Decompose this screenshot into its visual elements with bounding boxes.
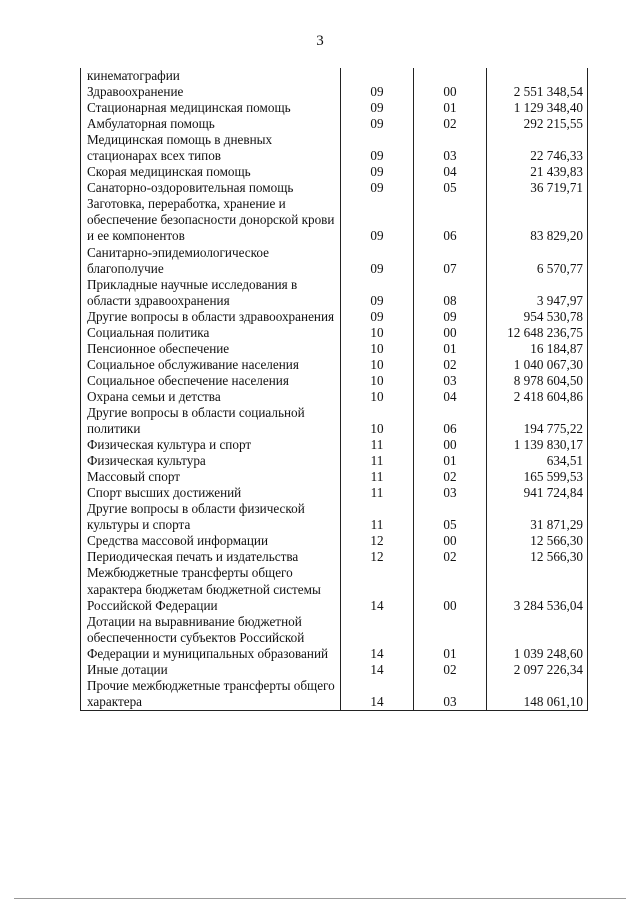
row-section: 11 (341, 437, 414, 453)
row-subsection: 02 (414, 662, 487, 678)
table-row (81, 341, 588, 357)
row-amount: 2 418 604,86 (487, 389, 588, 405)
row-subsection: 01 (414, 341, 487, 357)
row-name: Другие вопросы в области физической культуры и спорта (81, 501, 341, 533)
row-section: 09 (341, 180, 414, 196)
row-section: 10 (341, 373, 414, 389)
row-amount: 634,51 (487, 453, 588, 469)
row-amount: 2 097 226,34 (487, 662, 588, 678)
row-amount: 941 724,84 (487, 485, 588, 501)
table-row (81, 389, 588, 405)
table-row (81, 309, 588, 325)
table-row (81, 100, 588, 116)
row-section: 09 (341, 196, 414, 244)
table-row (81, 164, 588, 180)
table-row (81, 116, 588, 132)
page-number: 3 (316, 33, 324, 49)
row-subsection: 01 (414, 100, 487, 116)
row-section: 12 (341, 533, 414, 549)
table-row (81, 485, 588, 501)
row-amount: 2 551 348,54 (487, 84, 588, 100)
row-amount: 3 284 536,04 (487, 565, 588, 613)
row-name: Межбюджетные трансферты общего характера бюджетам бюджетной системы Российской Федерации (81, 565, 341, 613)
table-row (81, 132, 588, 164)
table-body (81, 68, 588, 710)
row-subsection: 00 (414, 437, 487, 453)
row-subsection: 01 (414, 453, 487, 469)
row-amount: 22 746,33 (487, 132, 588, 164)
row-amount: 1 039 248,60 (487, 614, 588, 662)
table-row (81, 662, 588, 678)
row-amount: 16 184,87 (487, 341, 588, 357)
table-row (81, 245, 588, 277)
row-amount: 36 719,71 (487, 180, 588, 196)
row-section: 09 (341, 245, 414, 277)
table-row (81, 357, 588, 373)
row-subsection: 03 (414, 132, 487, 164)
row-amount: 8 978 604,50 (487, 373, 588, 389)
row-subsection: 01 (414, 614, 487, 662)
row-name: Скорая медицинская помощь (81, 164, 341, 180)
table-row (81, 453, 588, 469)
budget-table (80, 68, 588, 711)
row-amount: 1 040 067,30 (487, 357, 588, 373)
row-amount: 194 775,22 (487, 405, 588, 437)
row-amount: 165 599,53 (487, 469, 588, 485)
row-subsection: 00 (414, 325, 487, 341)
row-section: 14 (341, 614, 414, 662)
row-section: 10 (341, 341, 414, 357)
table-row (81, 501, 588, 533)
row-amount: 12 566,30 (487, 549, 588, 565)
row-name: Медицинская помощь в дневных стационарах всех типов (81, 132, 341, 164)
row-name: Социальное обеспечение населения (81, 373, 341, 389)
table-row (81, 614, 588, 662)
row-subsection: 03 (414, 678, 487, 711)
row-name: Социальное обслуживание населения (81, 357, 341, 373)
row-name: Прикладные научные исследования в области здравоохранения (81, 277, 341, 309)
row-section: 09 (341, 132, 414, 164)
row-subsection: 06 (414, 405, 487, 437)
table-row (81, 678, 588, 711)
row-subsection: 02 (414, 469, 487, 485)
table-row (81, 405, 588, 437)
row-subsection: 05 (414, 501, 487, 533)
row-section: 09 (341, 277, 414, 309)
table-row (81, 68, 588, 84)
row-subsection: 02 (414, 549, 487, 565)
row-section: 09 (341, 84, 414, 100)
row-section: 09 (341, 100, 414, 116)
row-amount: 12 566,30 (487, 533, 588, 549)
row-section: 10 (341, 405, 414, 437)
row-section: 11 (341, 453, 414, 469)
table-row (81, 565, 588, 613)
row-name: Периодическая печать и издательства (81, 549, 341, 565)
row-amount: 954 530,78 (487, 309, 588, 325)
row-section (341, 68, 414, 84)
row-amount (487, 68, 588, 84)
row-subsection: 00 (414, 565, 487, 613)
row-amount: 6 570,77 (487, 245, 588, 277)
row-name: Физическая культура и спорт (81, 437, 341, 453)
row-subsection: 02 (414, 357, 487, 373)
row-subsection: 06 (414, 196, 487, 244)
row-name: Санитарно-эпидемиологическое благополучие (81, 245, 341, 277)
row-name: Дотации на выравнивание бюджетной обеспеченности субъектов Российской Федерации и муниципальных образований (81, 614, 341, 662)
row-subsection: 05 (414, 180, 487, 196)
row-subsection: 09 (414, 309, 487, 325)
row-amount: 3 947,97 (487, 277, 588, 309)
row-section: 10 (341, 357, 414, 373)
row-section: 09 (341, 309, 414, 325)
table-row (81, 549, 588, 565)
row-amount: 31 871,29 (487, 501, 588, 533)
row-amount: 12 648 236,75 (487, 325, 588, 341)
row-name: Другие вопросы в области социальной политики (81, 405, 341, 437)
table-row (81, 469, 588, 485)
row-subsection: 00 (414, 84, 487, 100)
table-row (81, 277, 588, 309)
row-name: Здравоохранение (81, 84, 341, 100)
row-name: Санаторно-оздоровительная помощь (81, 180, 341, 196)
row-subsection: 00 (414, 533, 487, 549)
row-subsection: 08 (414, 277, 487, 309)
row-amount: 83 829,20 (487, 196, 588, 244)
table-row (81, 196, 588, 244)
row-name: Стационарная медицинская помощь (81, 100, 341, 116)
row-subsection: 03 (414, 485, 487, 501)
row-section: 14 (341, 565, 414, 613)
table-row (81, 325, 588, 341)
row-section: 09 (341, 164, 414, 180)
row-name: Социальная политика (81, 325, 341, 341)
row-section: 14 (341, 678, 414, 711)
table-row (81, 437, 588, 453)
row-amount: 21 439,83 (487, 164, 588, 180)
row-name: Спорт высших достижений (81, 485, 341, 501)
row-name: Амбулаторная помощь (81, 116, 341, 132)
row-name: Прочие межбюджетные трансферты общего характера (81, 678, 341, 711)
row-amount: 148 061,10 (487, 678, 588, 711)
row-name: Физическая культура (81, 453, 341, 469)
table-row (81, 373, 588, 389)
row-name: кинематографии (81, 68, 341, 84)
row-section: 10 (341, 389, 414, 405)
bottom-rule (14, 898, 626, 899)
row-section: 10 (341, 325, 414, 341)
row-section: 11 (341, 469, 414, 485)
row-amount: 1 139 830,17 (487, 437, 588, 453)
row-subsection: 03 (414, 373, 487, 389)
row-section: 12 (341, 549, 414, 565)
row-name: Заготовка, переработка, хранение и обеспечение безопасности донорской крови и ее компонентов (81, 196, 341, 244)
row-subsection: 04 (414, 389, 487, 405)
table-row (81, 533, 588, 549)
row-amount: 1 129 348,40 (487, 100, 588, 116)
row-amount: 292 215,55 (487, 116, 588, 132)
row-section: 11 (341, 485, 414, 501)
row-name: Массовый спорт (81, 469, 341, 485)
row-section: 09 (341, 116, 414, 132)
row-subsection: 07 (414, 245, 487, 277)
row-section: 11 (341, 501, 414, 533)
row-name: Пенсионное обеспечение (81, 341, 341, 357)
row-section: 14 (341, 662, 414, 678)
row-name: Другие вопросы в области здравоохранения (81, 309, 341, 325)
row-subsection: 04 (414, 164, 487, 180)
row-name: Охрана семьи и детства (81, 389, 341, 405)
row-name: Иные дотации (81, 662, 341, 678)
table-row (81, 180, 588, 196)
row-subsection: 02 (414, 116, 487, 132)
row-subsection (414, 68, 487, 84)
table-row (81, 84, 588, 100)
row-name: Средства массовой информации (81, 533, 341, 549)
